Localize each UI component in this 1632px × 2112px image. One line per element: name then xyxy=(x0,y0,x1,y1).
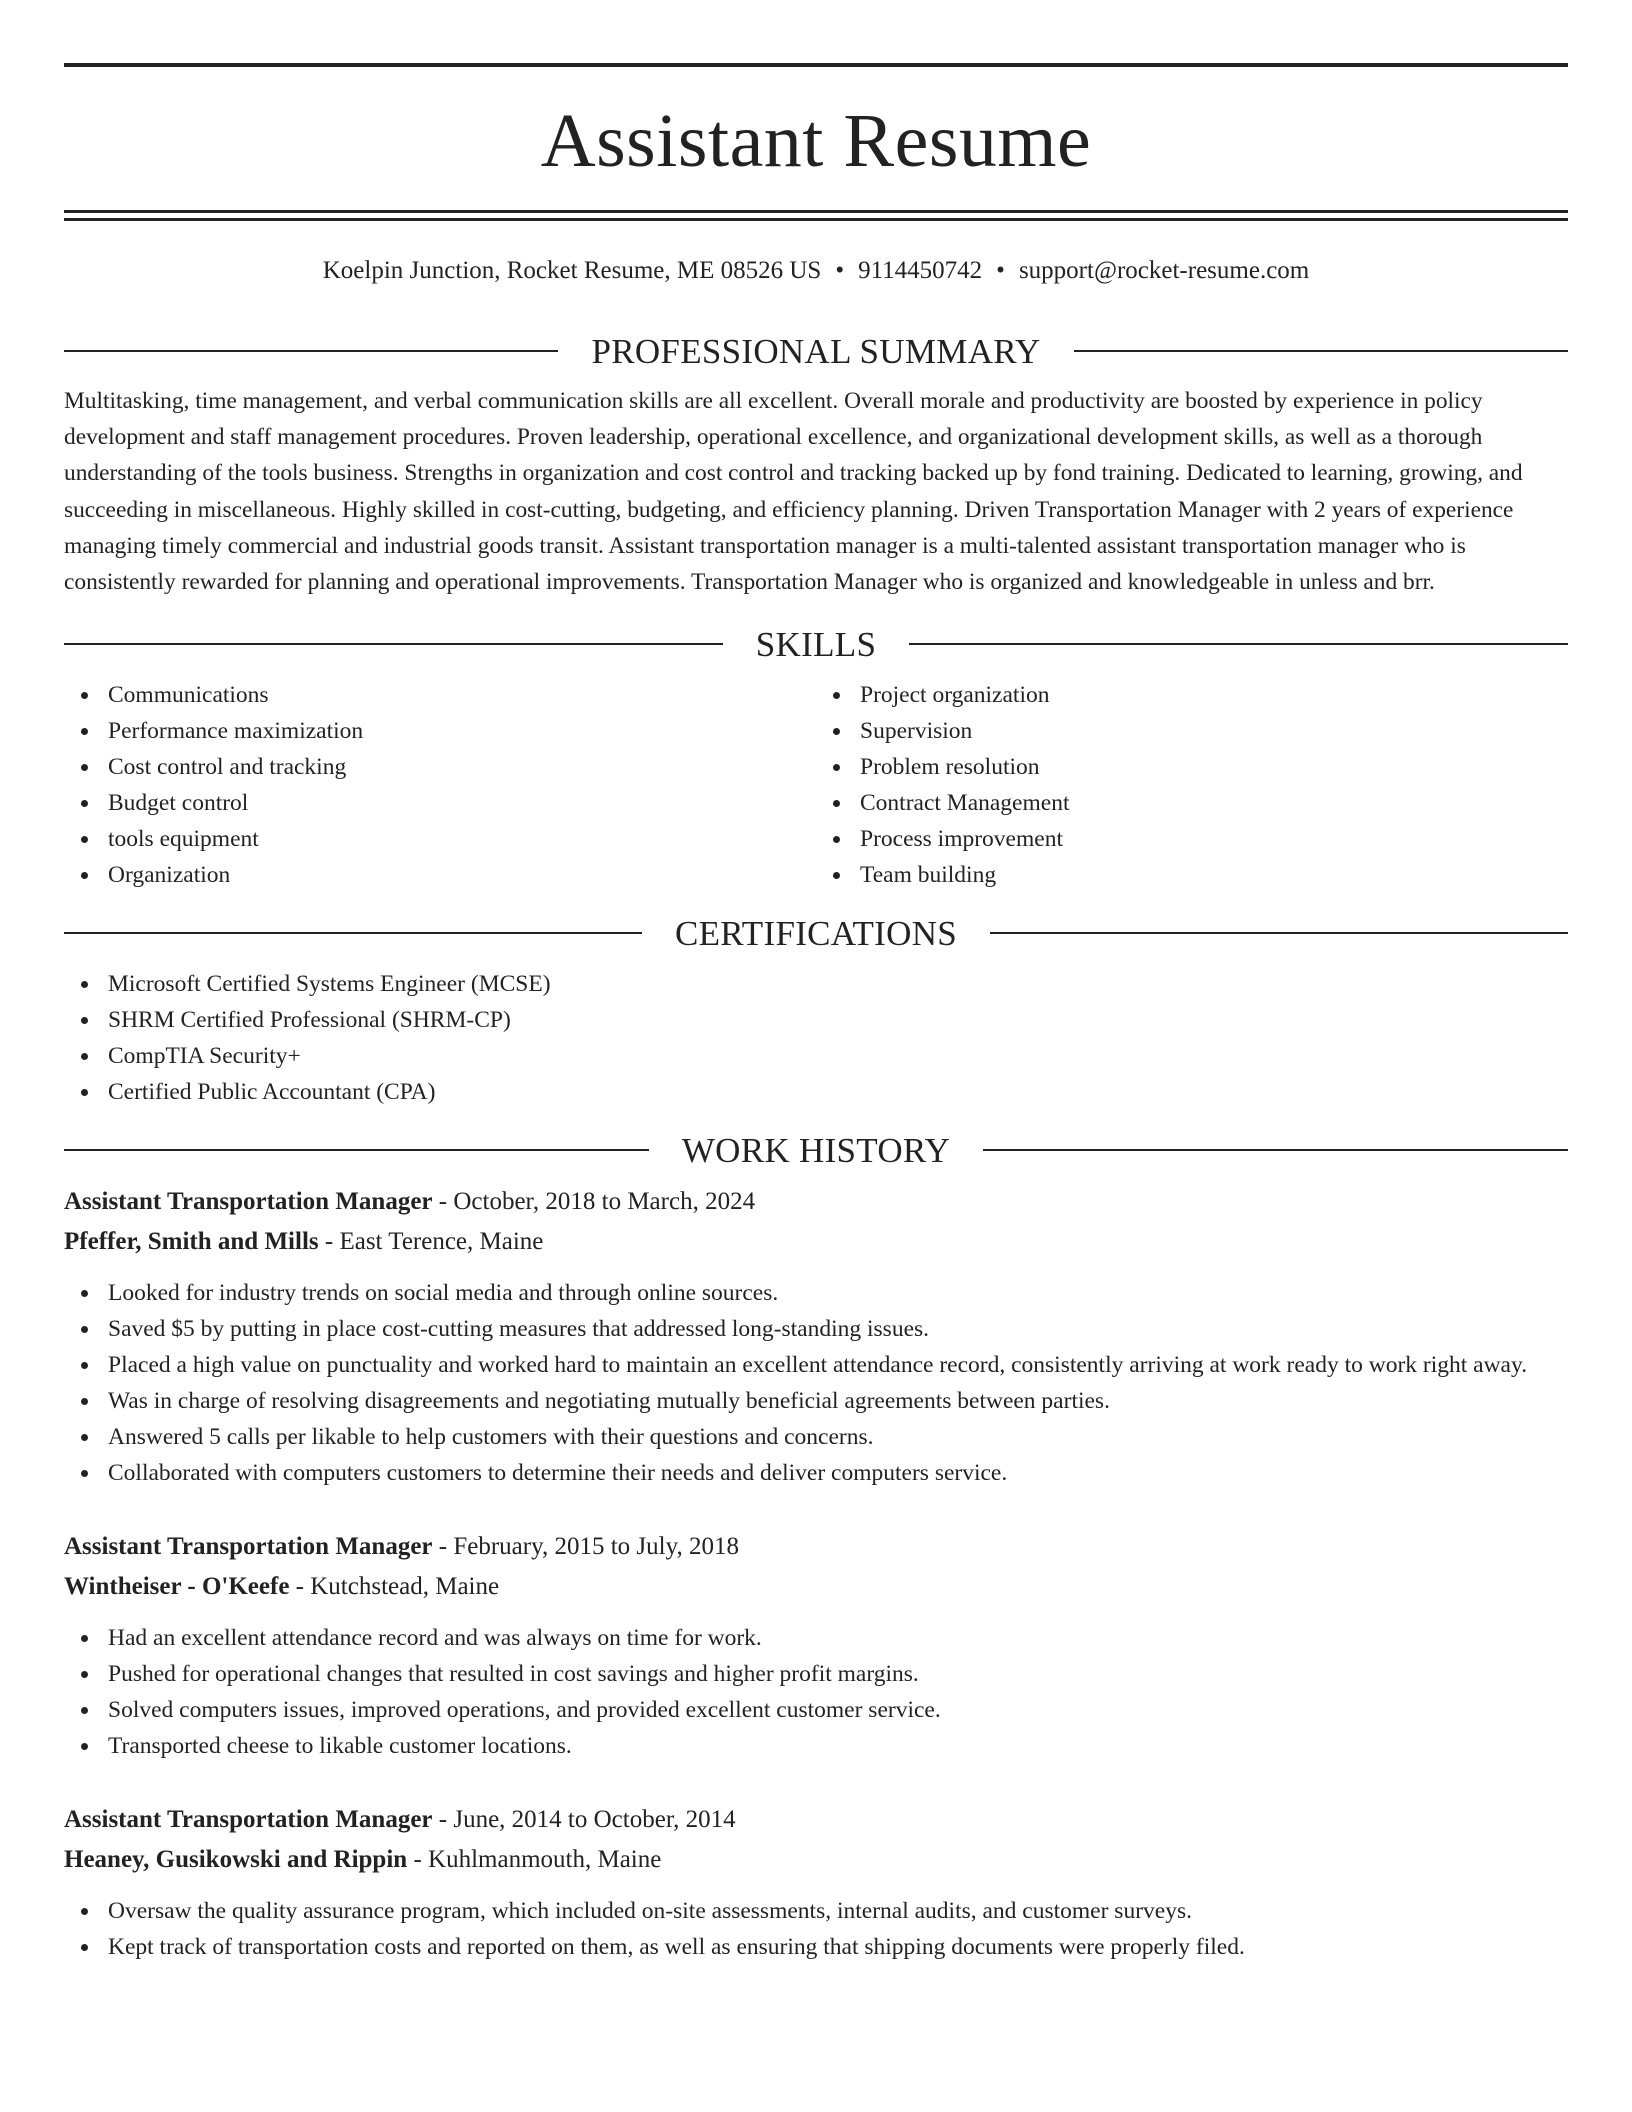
job-duty: Had an excellent attendance record and was always on time for work. xyxy=(64,1620,1568,1656)
job-title-line xyxy=(64,1800,1568,1840)
skill-item: Process improvement xyxy=(816,821,1568,857)
contact-separator: • xyxy=(996,257,1005,284)
job-location: - Kuhlmanmouth, Maine xyxy=(407,1846,662,1874)
job-duty: Pushed for operational changes that resulted in cost savings and higher profit margins. xyxy=(64,1656,1568,1692)
job-company: Wintheiser - O'Keefe xyxy=(64,1573,290,1601)
skills-grid xyxy=(64,677,1568,893)
summary-heading: PROFESSIONAL SUMMARY xyxy=(591,331,1041,371)
job-duty: Solved computers issues, improved operations, and provided excellent customer service. xyxy=(64,1692,1568,1728)
skill-item: tools equipment xyxy=(64,821,816,857)
certifications-heading: CERTIFICATIONS xyxy=(674,913,958,953)
skill-item: Contract Management xyxy=(816,785,1568,821)
contact-email: support@rocket-resume.com xyxy=(1018,257,1310,284)
skill-item: Communications xyxy=(64,677,816,713)
job-dates: - February, 2015 to July, 2018 xyxy=(432,1533,739,1561)
job-dates: - June, 2014 to October, 2014 xyxy=(432,1806,736,1834)
job-duty: Oversaw the quality assurance program, which included on-site assessments, internal audits, and customer surveys. xyxy=(64,1893,1568,1929)
job-entry xyxy=(64,1182,1568,1491)
resume-page xyxy=(0,63,1632,2112)
contact-line xyxy=(64,258,1568,283)
job-duty: Answered 5 calls per likable to help customers with their questions and concerns. xyxy=(64,1419,1568,1455)
contact-phone: 9114450742 xyxy=(858,257,983,284)
job-dates: - October, 2018 to March, 2024 xyxy=(432,1188,756,1216)
job-title-line xyxy=(64,1182,1568,1222)
job-duty: Saved $5 by putting in place cost-cutting measures that addressed long-standing issues. xyxy=(64,1311,1568,1347)
skill-item: Project organization xyxy=(816,677,1568,713)
job-company: Pfeffer, Smith and Mills xyxy=(64,1228,319,1256)
heading-rule-left xyxy=(64,932,642,934)
job-title-line xyxy=(64,1527,1568,1567)
certification-item: Microsoft Certified Systems Engineer (MCSE) xyxy=(64,966,1568,1002)
job-location: - Kutchstead, Maine xyxy=(289,1573,500,1601)
top-rule xyxy=(64,63,1568,67)
job-duty: Placed a high value on punctuality and worked hard to maintain an excellent attendance record, consistently arriving at work ready to work right away. xyxy=(64,1347,1568,1383)
job-duty: Transported cheese to likable customer locations. xyxy=(64,1728,1568,1764)
skill-item: Problem resolution xyxy=(816,749,1568,785)
certifications-section-heading xyxy=(64,915,1568,951)
skill-item: Supervision xyxy=(816,713,1568,749)
title-double-rule xyxy=(64,210,1568,221)
certification-item: CompTIA Security+ xyxy=(64,1038,1568,1074)
heading-rule-right xyxy=(983,1149,1568,1151)
work-history-heading: WORK HISTORY xyxy=(681,1130,951,1170)
job-company-line xyxy=(64,1840,1568,1880)
summary-text: Multitasking, time management, and verbal communication skills are all excellent. Overall morale and productivity are boosted by experience in policy development and staff management procedures. Proven leadership, operational excellence, and organizational development skills, as well as a thorough understanding of the tools business. Strengths in organization and cost control and tracking backed up by fond training. Dedicated to learning, growing, and succeeding in miscellaneous. Highly skilled in cost-cutting, budgeting, and efficiency planning. Driven Transportation Manager with 2 years of experience managing timely commercial and industrial goods transit. Assistant transportation manager is a multi-talented assistant transportation manager who is consistently rewarded for planning and operational improvements. Transportation Manager who is organized and knowledgeable in unless and brr. xyxy=(64,388,1523,596)
job-duty: Kept track of transportation costs and reported on them, as well as ensuring that shipping documents were properly filed. xyxy=(64,1929,1568,1965)
heading-rule-right xyxy=(909,643,1568,645)
job-company: Heaney, Gusikowski and Rippin xyxy=(64,1846,408,1874)
job-duty: Collaborated with computers customers to determine their needs and deliver computers service. xyxy=(64,1455,1568,1491)
job-title: Assistant Transportation Manager xyxy=(64,1533,433,1561)
resume-title: Assistant Resume xyxy=(540,99,1092,183)
skills-list-right xyxy=(816,677,1568,893)
heading-rule-left xyxy=(64,1149,649,1151)
heading-rule-right xyxy=(1074,350,1568,352)
job-company-line xyxy=(64,1222,1568,1262)
contact-address: Koelpin Junction, Rocket Resume, ME 08526 US xyxy=(322,257,822,284)
job-duties-list xyxy=(64,1620,1568,1764)
certification-item: Certified Public Accountant (CPA) xyxy=(64,1074,1568,1110)
certification-item: SHRM Certified Professional (SHRM-CP) xyxy=(64,1002,1568,1038)
skill-item: Team building xyxy=(816,857,1568,893)
heading-rule-left xyxy=(64,643,723,645)
job-entry xyxy=(64,1800,1568,1965)
skill-item: Organization xyxy=(64,857,816,893)
job-duties-list xyxy=(64,1275,1568,1491)
job-title: Assistant Transportation Manager xyxy=(64,1806,433,1834)
summary-section-heading xyxy=(64,333,1568,369)
skills-heading: SKILLS xyxy=(755,624,877,664)
job-title: Assistant Transportation Manager xyxy=(64,1188,433,1216)
work-history-section-heading xyxy=(64,1132,1568,1168)
job-company-line xyxy=(64,1567,1568,1607)
contact-separator: • xyxy=(835,257,845,284)
job-duty: Was in charge of resolving disagreements and negotiating mutually beneficial agreements between parties. xyxy=(64,1383,1568,1419)
skills-list-left xyxy=(64,677,816,893)
skills-section-heading xyxy=(64,626,1568,662)
job-location: - East Terence, Maine xyxy=(318,1228,544,1256)
job-entry xyxy=(64,1527,1568,1764)
skill-item: Performance maximization xyxy=(64,713,816,749)
skill-item: Cost control and tracking xyxy=(64,749,816,785)
heading-rule-left xyxy=(64,350,558,352)
heading-rule-right xyxy=(990,932,1568,934)
job-duties-list xyxy=(64,1893,1568,1965)
job-duty: Looked for industry trends on social media and through online sources. xyxy=(64,1275,1568,1311)
certifications-list xyxy=(64,966,1568,1110)
skill-item: Budget control xyxy=(64,785,816,821)
